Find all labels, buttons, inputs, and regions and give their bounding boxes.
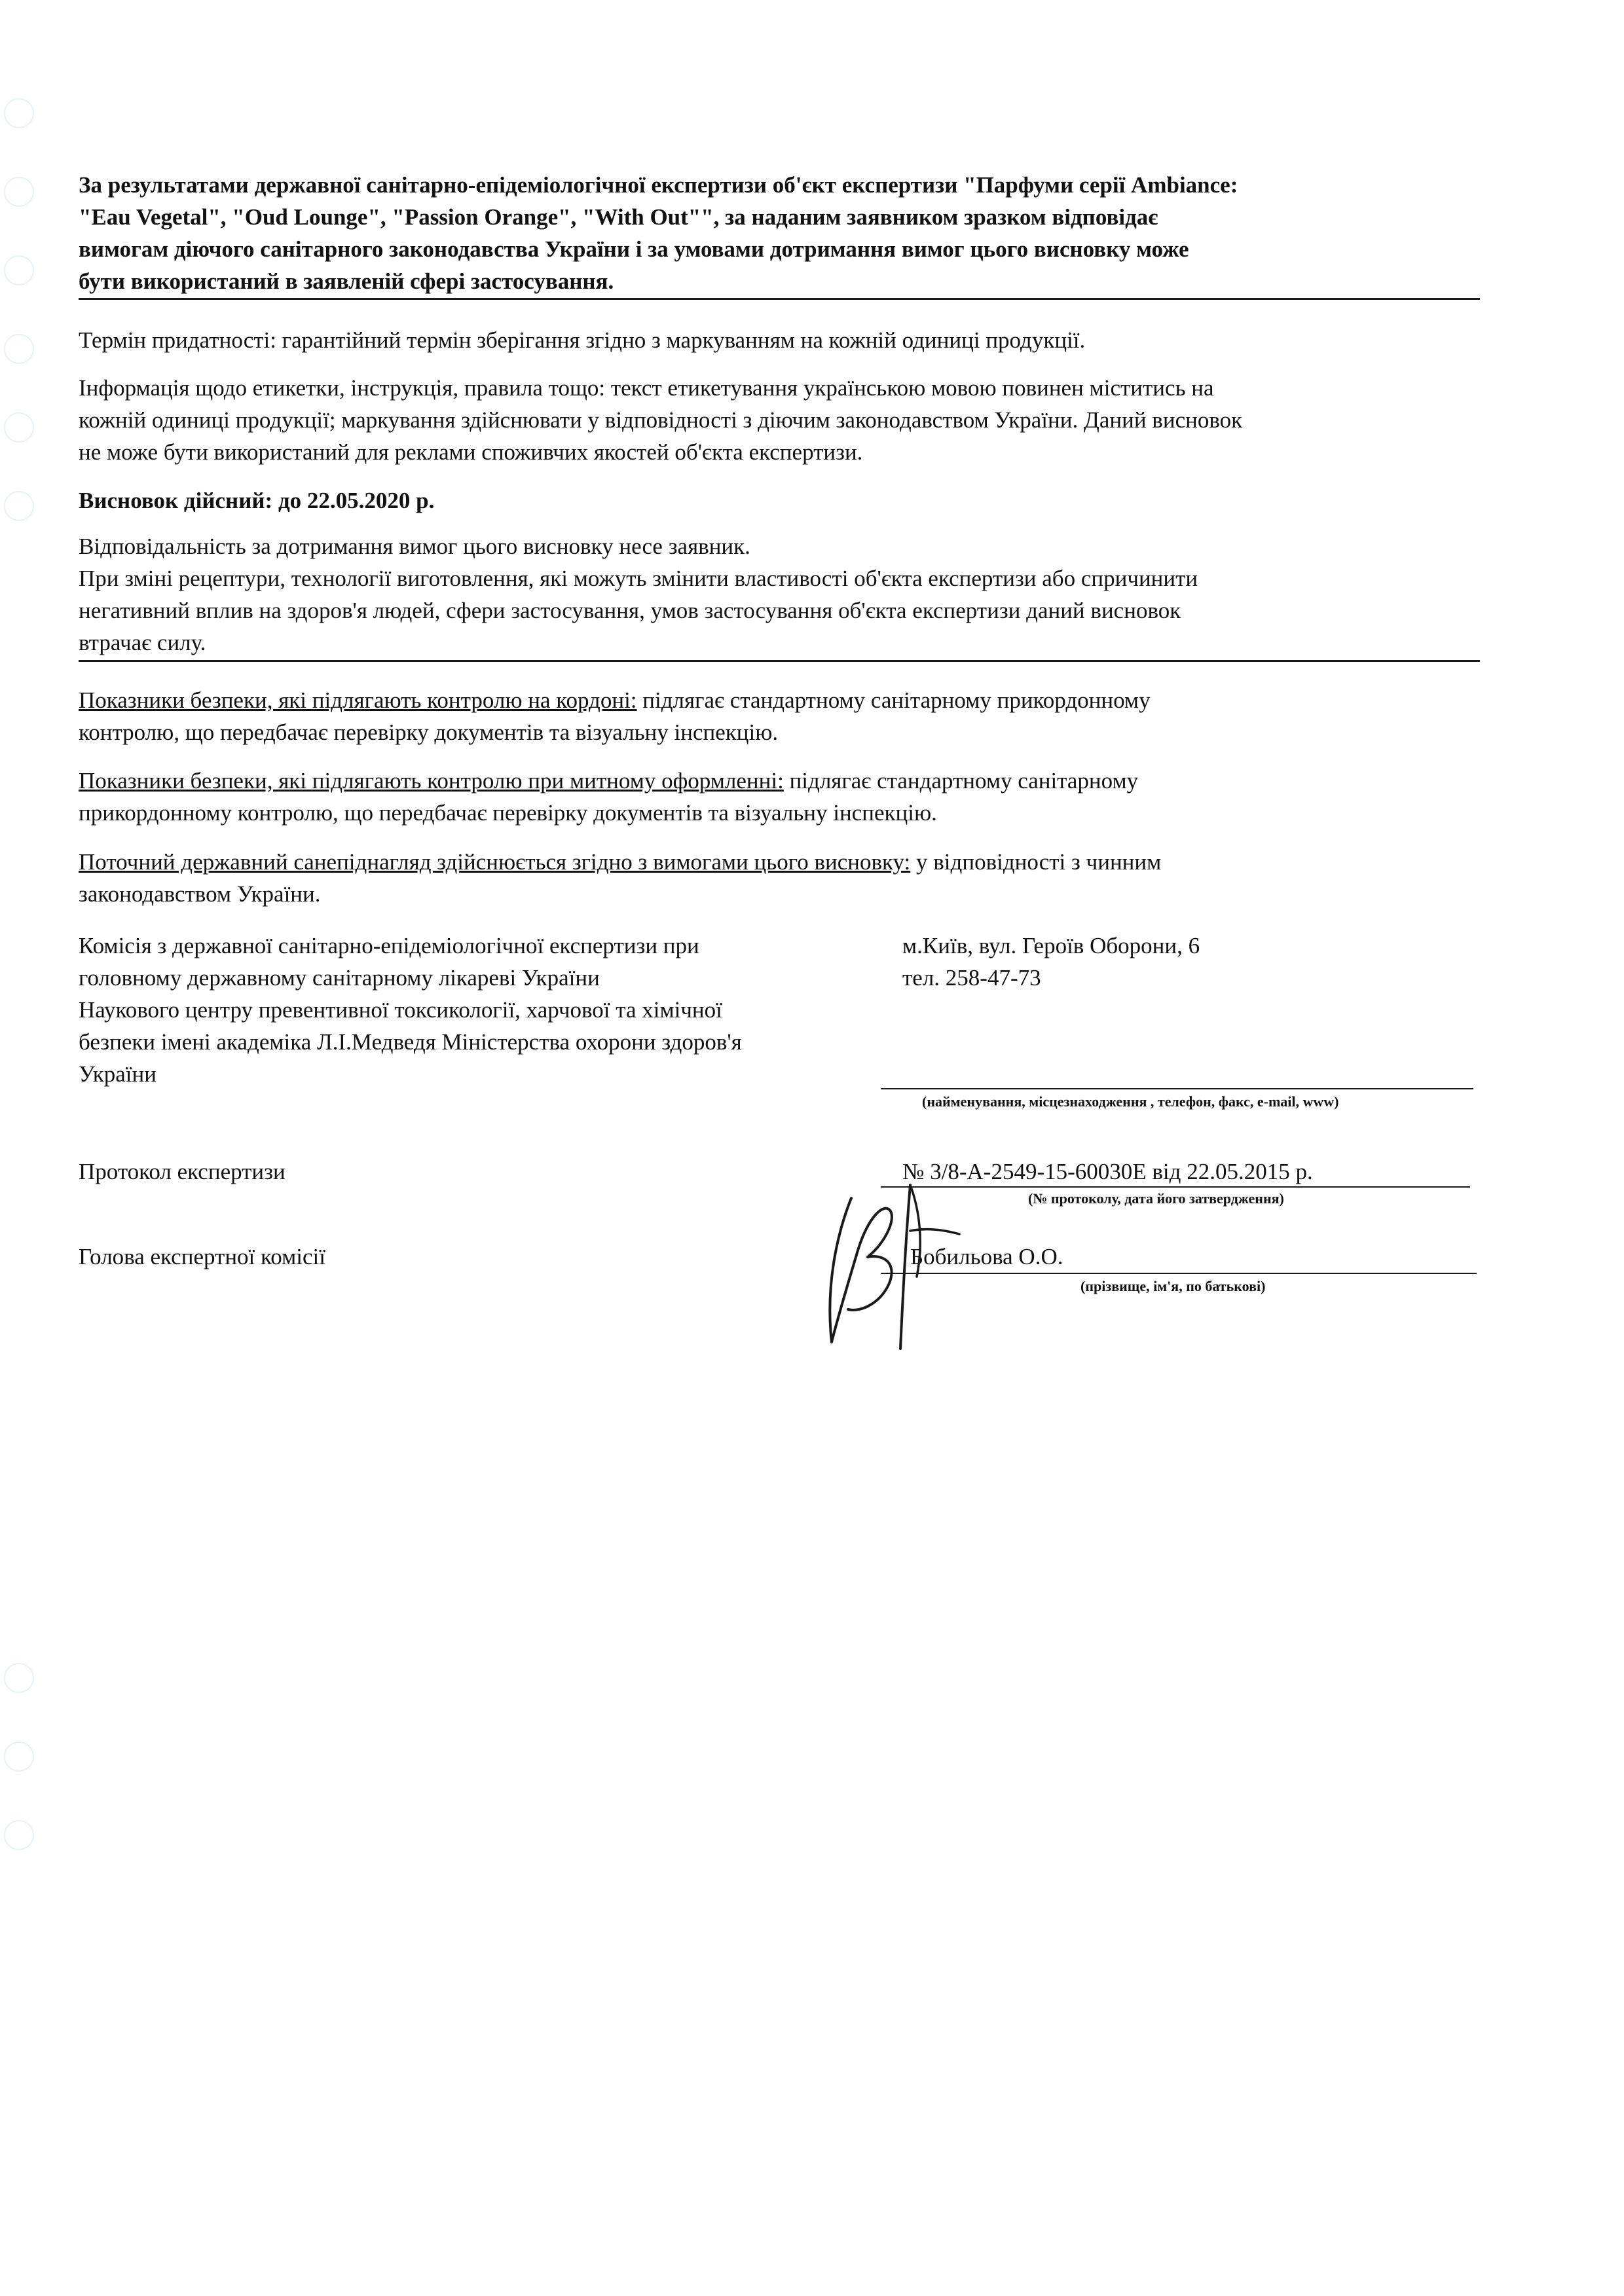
commission-line: Наукового центру превентивної токсикології, харчової та хімічної: [79, 997, 722, 1023]
margin-mark: [4, 1820, 34, 1850]
validity-label: Висновок дійсний:: [79, 488, 273, 513]
border-control: [79, 684, 1151, 748]
head-value: Бобильова О.О.: [910, 1244, 1063, 1269]
margin-mark: [4, 255, 34, 285]
margin-mark: [4, 98, 34, 128]
validity-value: до 22.05.2020 р.: [278, 488, 435, 513]
commission-line: України: [79, 1061, 157, 1087]
responsibility: [79, 530, 1198, 659]
border-control-text: підлягає стандартному санітарному прикордонному: [637, 687, 1151, 713]
responsibility-line: При зміні рецептури, технології виготовлення, які можуть змінити властивості об'єкта експертизи або спричинити: [79, 566, 1198, 591]
protocol-caption: (№ протоколу, дата його затвердження): [1028, 1190, 1284, 1207]
address-caption: (найменування, місцезнаходження , телефон, факс, e-mail, www): [922, 1093, 1339, 1110]
responsibility-line: Відповідальність за дотримання вимог цього висновку несе заявник.: [79, 534, 750, 559]
commission-line: безпеки імені академіка Л.І.Медведя Міністерства охорони здоров'я: [79, 1029, 742, 1055]
customs-control-heading: Показники безпеки, які підлягають контролю при митному оформленні:: [79, 768, 784, 793]
label-info-line: кожній одиниці продукції; маркування здійснювати у відповідності з діючим законодавством України. Даний висновок: [79, 407, 1243, 433]
divider: [79, 660, 1480, 662]
validity: [79, 484, 434, 517]
border-control-heading: Показники безпеки, які підлягають контролю на кордоні:: [79, 687, 637, 713]
intro-paragraph: [79, 169, 1238, 297]
border-control-text: контролю, що передбачає перевірку документів та візуальну інспекцію.: [79, 720, 779, 745]
customs-control: [79, 765, 1138, 829]
customs-control-text: прикордонному контролю, що передбачає перевірку документів та візуальну інспекцію.: [79, 800, 937, 826]
label-info: [79, 372, 1242, 468]
margin-mark: [4, 1741, 34, 1772]
commission-line: Комісія з державної санітарно-епідеміологічної експертизи при: [79, 933, 699, 958]
intro-line: "Eau Vegetal", "Oud Lounge", "Passion Orange", "With Out"", за наданим заявником зразком відповідає: [79, 204, 1158, 230]
address: м.Київ, вул. Героїв Оборони, 6: [902, 933, 1200, 958]
protocol-label: Протокол експертизи: [79, 1159, 286, 1184]
margin-mark: [4, 1663, 34, 1693]
shelf-life: Термін придатності: гарантійний термін зберігання згідно з маркуванням на кожній одиниці продукції.: [79, 327, 1086, 353]
margin-mark: [4, 177, 34, 207]
margin-mark: [4, 334, 34, 364]
commission-block: [79, 930, 742, 1090]
responsibility-line: негативний вплив на здоров'я людей, сфери застосування, умов застосування об'єкта експертизи даний висновок: [79, 598, 1181, 623]
phone: тел. 258-47-73: [902, 965, 1041, 991]
head-label: Голова експертної комісії: [79, 1244, 325, 1269]
intro-line: За результатами державної санітарно-епідеміологічної експертизи об'єкт експертизи "Парфуми серії Ambiance:: [79, 172, 1238, 198]
customs-control-text: підлягає стандартному санітарному: [783, 768, 1139, 793]
intro-line: бути використаний в заявленій сфері застосування.: [79, 268, 614, 294]
label-info-line: Інформація щодо етикетки, інструкція, правила тощо: текст етикетування українською мовою повинен міститись на: [79, 375, 1214, 401]
label-info-line: не може бути використаний для реклами споживчих якостей об'єкта експертизи.: [79, 439, 863, 465]
commission-line: головному державному санітарному лікареві України: [79, 965, 600, 991]
intro-line: вимогам діючого санітарного законодавства України і за умовами дотримання вимог цього висновку може: [79, 236, 1189, 262]
supervision-heading: Поточний державний санепіднагляд здійснюється згідно з вимогами цього висновку:: [79, 849, 911, 875]
margin-mark: [4, 491, 34, 521]
supervision: [79, 846, 1161, 910]
address-underline: [881, 1088, 1473, 1089]
signature: [812, 1172, 989, 1362]
protocol-value: № 3/8-А-2549-15-60030Е від 22.05.2015 р.: [902, 1159, 1313, 1184]
supervision-text: законодавством України.: [79, 881, 321, 907]
address-block: [902, 930, 1200, 994]
supervision-text: у відповідності з чинним: [910, 849, 1162, 875]
head-caption: (прізвище, ім'я, по батькові): [1080, 1278, 1266, 1294]
margin-mark: [4, 412, 34, 443]
responsibility-line: втрачає силу.: [79, 630, 206, 655]
divider: [79, 298, 1480, 300]
